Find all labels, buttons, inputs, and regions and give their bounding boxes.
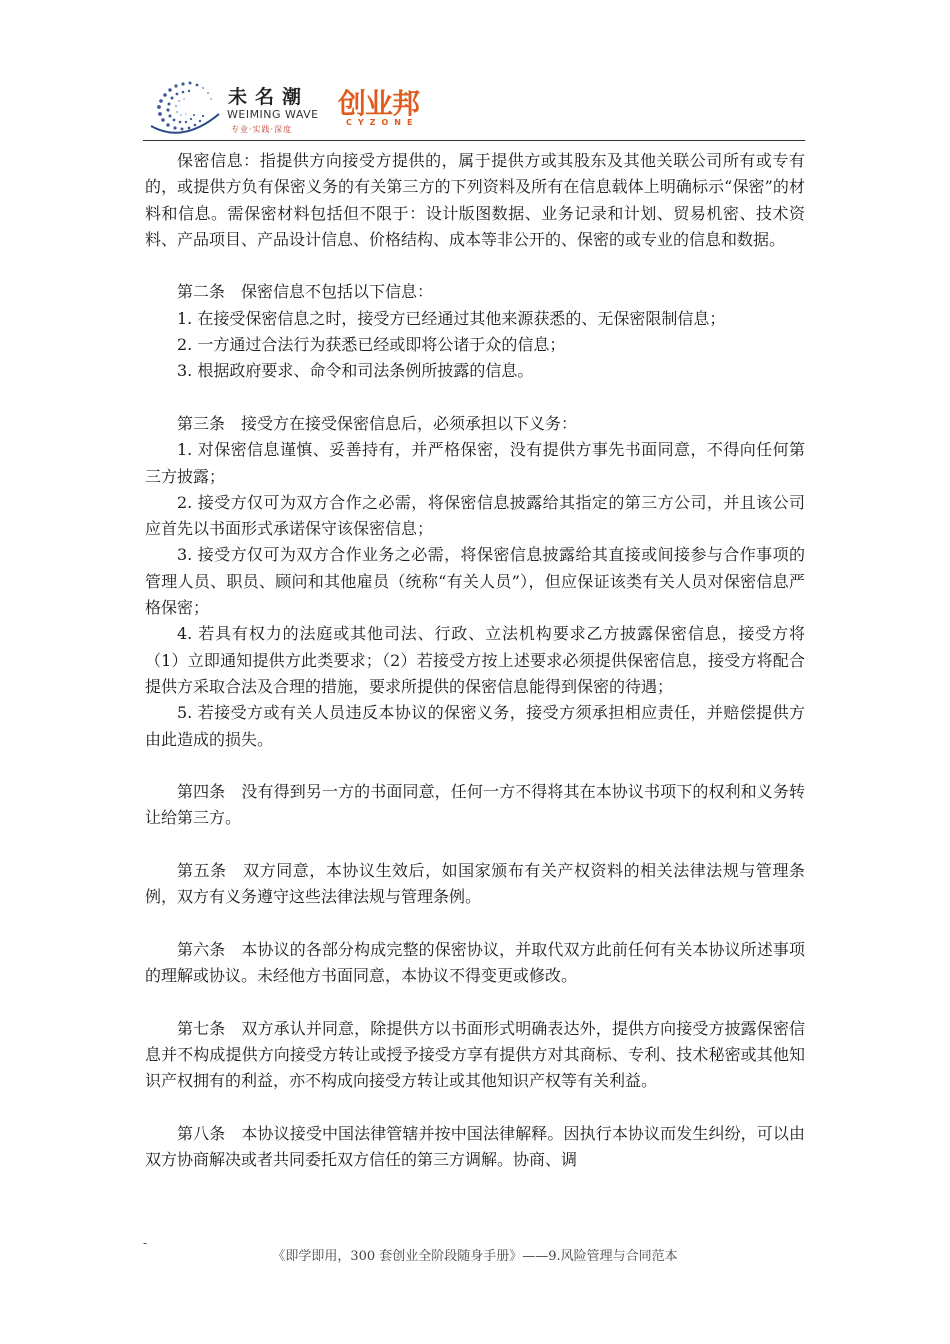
paragraph: 2. 一方通过合法行为获悉已经或即将公诸于众的信息； [177,335,566,355]
paragraph: 3. 接受方仅可为双方合作业务之必需，将保密信息披露给其直接或间接参与合作事项的管理人员、职员、顾问和其他雇员（统称“有关人员”），但应保证该类有关人员对保密信息严格保密； [145,545,805,618]
paragraph-spacer [145,1095,805,1121]
paragraph-spacer [145,990,805,1016]
paragraph: 4. 若具有权力的法庭或其他司法、行政、立法机构要求乙方披露保密信息，接受方将（1）立即通知提供方此类要求；（2）若接受方按上述要求必须提供保密信息，接受方将配合提供方采取合法及合理的措施，要求所提供的保密信息能得到保密的待遇； [145,624,805,696]
document-body [145,148,805,1174]
paragraph: 2. 接受方仅可为双方合作之必需，将保密信息披露给其指定的第三方公司，并且该公司应首先以书面形式承诺保守该保密信息； [145,492,805,539]
page-footer: 《即学即用，300 套创业全阶段随身手册》——9.风险管理与合同范本 [272,1249,678,1264]
paragraph: 1. 在接受保密信息之时，接受方已经通过其他来源获悉的、无保密限制信息； [177,308,726,328]
paragraph: 3. 根据政府要求、命令和司法条例所披露的信息。 [177,361,534,381]
logo-chinese-name: 未名潮 [228,86,310,108]
cyzone-brand-english: CYZONE [346,118,419,127]
paragraph: 第三条 接受方在接受保密信息后，必须承担以下义务： [177,413,578,433]
page-header [143,72,805,140]
logo-tagline: 专业·实践·深度 [231,125,293,134]
paragraph: 第五条 双方同意，本协议生效后，如国家颁布有关产权资料的相关法律法规与管理条例，双方有义务遵守这些法律法规与管理条例。 [145,861,805,907]
logo-english-name: WEIMING WAVE [227,108,319,121]
paragraph: 第二条 保密信息不包括以下信息： [177,282,434,302]
weiming-wave-logo-icon [143,74,223,138]
paragraph: 第六条 本协议的各部分构成完整的保密协议，并取代双方此前任何有关本协议所述事项的理解或协议。未经他方书面同意，本协议不得变更或修改。 [145,939,805,986]
paragraph-spacer [145,832,805,858]
paragraph: 第四条 没有得到另一方的书面同意，任何一方不得将其在本协议书项下的权利和义务转让给第三方。 [145,782,805,828]
paragraph: 第八条 本协议接受中国法律管辖并按中国法律解释。因执行本协议而发生纠纷，可以由双方协商解决或者共同委托双方信任的第三方调解。协商、调 [145,1123,805,1170]
paragraph: 第七条 双方承认并同意，除提供方以书面形式明确表达外，提供方向接受方披露保密信息并不构成提供方向接受方转让或授予接受方享有提供方对其商标、专利、技术秘密或其他知识产权拥有的利益，亦不构成向接受方转让或其他知识产权等有关利益。 [145,1018,805,1091]
paragraph: 1. 对保密信息谨慎、妥善持有，并严格保密，没有提供方事先书面同意，不得向任何第三方披露； [145,440,805,486]
cyzone-brand-logo: 创业邦 [338,87,420,120]
footer-dash: - [143,1236,148,1250]
paragraph: 5. 若接受方或有关人员违反本协议的保密义务，接受方须承担相应责任，并赔偿提供方由此造成的损失。 [145,703,805,749]
paragraph: 保密信息：指提供方向接受方提供的，属于提供方或其股东及其他关联公司所有或专有的，或提供方负有保密义务的有关第三方的下列资料及所有在信息载体上明确标示“保密”的材料和信息。需保密材料包括但不限于：设计版图数据、业务记录和计划、贸易机密、技术资料、产品项目、产品设计信息、价格结构、成本等非公开的、保密的或专业的信息和数据。 [145,151,805,249]
paragraph-spacer [145,753,805,779]
paragraph-spacer [145,385,805,411]
header-divider [143,140,805,141]
paragraph-spacer [145,253,805,279]
paragraph-spacer [145,911,805,937]
